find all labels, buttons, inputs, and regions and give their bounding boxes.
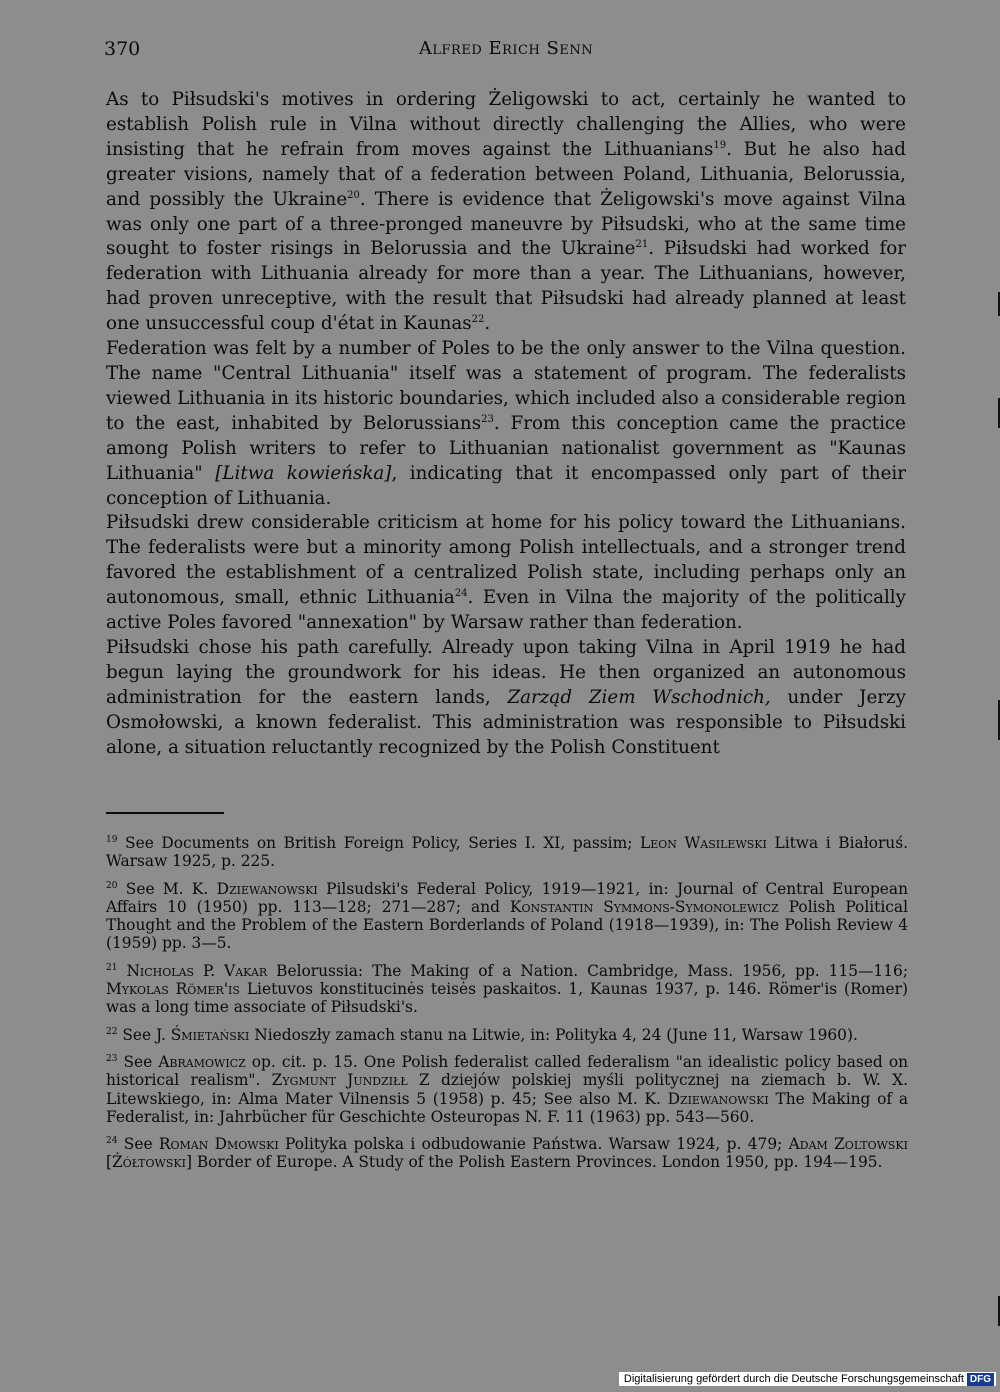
footnote-21	[106, 962, 908, 1017]
text-run: Z dziejów polskiej myśli politycznej na ziemach b. W. X. Litewskiego, in: Alma Mater Vilnensis 5 (1958) p. 45; See also M. K.	[106, 1071, 908, 1108]
dfg-logo: DFG	[967, 1373, 994, 1386]
paragraph-3	[106, 511, 906, 636]
text-run: Polish Political Thought and the Problem of the Eastern Borderlands of Poland (1918—1939), in: The Polish Review 4 (1959) pp. 3—5.	[106, 897, 908, 953]
author-name: Śmietański	[170, 1025, 250, 1044]
text-run: . There is evidence that Żeligowski's move against Vilna was only one part of a three-pronged maneuvre by Piłsudski, who at the same time sought to foster risings in Belorussia and the Ukraine	[106, 188, 906, 260]
page-number: 370	[104, 38, 141, 60]
footnote-number: 22	[106, 1026, 118, 1037]
text-run: op. cit. p. 15. One Polish federalist called federalism "an idealistic policy based on historical realism".	[106, 1052, 908, 1090]
paragraph-4	[106, 636, 906, 761]
credit-text: Digitalisierung gefördert durch die Deutsche Forschungsgemeinschaft	[623, 1373, 964, 1385]
author-name: Adam Zoltowski [Żółtowski]	[106, 1135, 908, 1172]
text-run: Piłsudski drew considerable criticism at home for his policy toward the Lithuanians. The federalists were but a minority among Polish intellectuals, and a stronger trend favored the establishment of a centralized Polish state, including perhaps only an autonomous, small, ethnic Lithuania	[106, 512, 906, 609]
author-name: Abramowicz	[158, 1052, 246, 1071]
text-run: , indicating that it encompassed only part of their conception of Lithuania.	[106, 462, 906, 509]
text-run: . Even in Vilna the majority of the politically active Poles favored "annexation" by Warsaw rather than federation.	[106, 587, 906, 634]
italic-term: [Litwa kowieńska]	[215, 462, 392, 484]
text-run: Piłsudski chose his path carefully. Already upon taking Vilna in April 1919 he had begun laying the groundwork for his ideas. He then organized an autonomous administration for the eastern lands,	[106, 636, 906, 708]
footnote-number: 19	[106, 834, 118, 845]
author-name: Roman Dmowski	[158, 1135, 279, 1154]
footnote-19	[106, 834, 908, 871]
text-run: under Jerzy Osmołowski, a known federalist. This administration was responsible to Piłsudski alone, a situation reluctantly recognized by the Polish Constituent	[106, 686, 906, 758]
text-run: See	[117, 1135, 159, 1154]
text-run: See M. K.	[117, 879, 217, 898]
text-run: . But he also had greater visions, namely that of a federation between Poland, Lithuania, Belorussia, and possibly the Ukraine	[106, 138, 906, 210]
text-run: See	[117, 1052, 159, 1071]
footnote-ref-21: 21	[635, 239, 649, 251]
text-run: .	[484, 313, 491, 335]
text-run: . Piłsudski had worked for federation with Lithuania already for more than a year. The Lithuanians, however, had proven unreceptive, with the result that Piłsudski had already planned at least one unsuccessful coup d'état in Kaunas	[106, 238, 906, 335]
text-run: Pilsudski's Federal Policy, 1919—1921, in: Journal of Central European Affairs 10 (1950) pp. 113—128; 271—287; and	[106, 879, 908, 916]
text-run: . From this conception came the practice among Polish writers to refer to Lithuanian nationalist government as "Kaunas Lithuania"	[106, 412, 906, 484]
author-name: Zygmunt Jundziłł	[271, 1071, 408, 1090]
footnotes	[106, 834, 908, 1181]
author-name: Nicholas P. Vakar	[126, 961, 268, 980]
paragraph-2	[106, 337, 906, 511]
text-run: Niedoszły zamach stanu na Litwie, in: Polityka 4, 24 (June 11, Warsaw 1960).	[249, 1025, 858, 1044]
text-run: Lietuvos konstitucinės teisės paskaitos. 1, Kaunas 1937, p. 146. Römer'is (Romer) was a long time associate of Piłsudski's.	[106, 980, 908, 1017]
text-run: See Documents on British Foreign Policy, Series I. XI, passim;	[117, 834, 640, 852]
footnote-number: 24	[106, 1136, 118, 1147]
author-name: Dziewanowski	[216, 879, 318, 898]
text-run: Polityka polska i odbudowanie Państwa. Warsaw 1924, p. 479;	[278, 1135, 789, 1154]
footnote-ref-20: 20	[347, 189, 360, 201]
author-name: Dziewanowski	[667, 1089, 769, 1108]
footnote-number: 20	[106, 880, 118, 891]
text-run: Belorussia: The Making of a Nation. Cambridge, Mass. 1956, pp. 115—116;	[267, 961, 908, 980]
footnote-23	[106, 1053, 908, 1126]
footnote-number: 23	[106, 1053, 118, 1064]
footnote-20	[106, 880, 908, 953]
author-name: Leon Wasilewski	[639, 834, 767, 852]
italic-term: Zarząd Ziem Wschodnich,	[507, 686, 771, 708]
footnote-ref-23: 23	[481, 413, 494, 425]
page-header	[104, 38, 908, 68]
text-run: Litwa i Białoruś. Warsaw 1925, p. 225.	[106, 834, 909, 871]
text-run: Border of Europe. A Study of the Polish Eastern Provinces. London 1950, pp. 194—195.	[191, 1153, 883, 1172]
author-name: Mykolas Römer'is	[106, 980, 240, 999]
footnote-ref-19: 19	[713, 139, 727, 151]
footnote-24	[106, 1135, 908, 1172]
main-text	[106, 88, 906, 760]
text-run: The Making of a Federalist, in: Jahrbücher für Geschichte Osteuropas N. F. 11 (1963) pp. 543—560.	[106, 1089, 908, 1126]
footnote-ref-22: 22	[471, 314, 485, 326]
text-run: As to Piłsudski's motives in ordering Żeligowski to act, certainly he wanted to establish Polish rule in Vilna without directly challenging the Allies, who were insisting that he refrain from moves against the Lithuanians	[106, 89, 906, 160]
text-run: Federation was felt by a number of Poles to be the only answer to the Vilna question. The name "Central Lithuania" itself was a statement of program. The federalists viewed Lithuania in its historic boundaries, which included also a considerable region to the east, inhabited by Belorussians	[106, 338, 906, 434]
footnote-ref-24: 24	[454, 588, 468, 600]
running-head: Alfred Erich Senn	[418, 38, 594, 59]
author-name: Konstantin Symmons-Symonolewicz	[509, 897, 779, 916]
text-run: See J.	[117, 1025, 171, 1044]
footnote-number: 21	[106, 962, 118, 973]
paragraph-1	[106, 88, 906, 337]
footnote-22	[106, 1026, 908, 1044]
digitization-credit	[619, 1372, 996, 1386]
footnote-separator	[106, 812, 224, 814]
